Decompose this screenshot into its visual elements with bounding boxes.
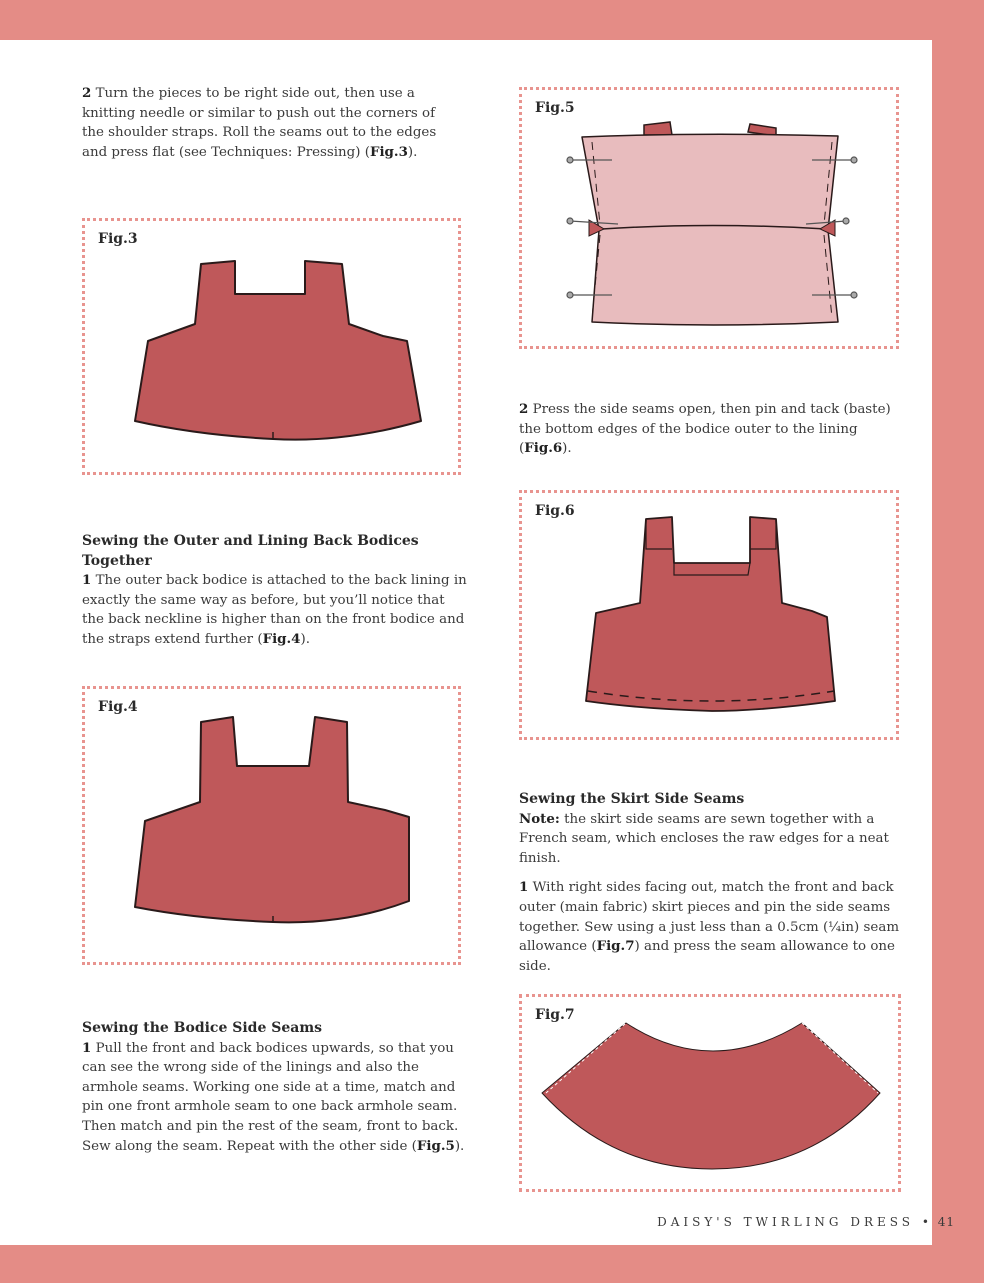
tacked-bodice-illustration	[522, 493, 902, 743]
figure-7	[519, 994, 901, 1192]
section-heading: Sewing the Skirt Side Seams	[519, 791, 745, 807]
figure-3	[82, 218, 461, 475]
pinned-bodices-illustration	[522, 90, 902, 352]
figure-3-label: Fig.3	[98, 231, 138, 247]
figure-6-label: Fig.6	[535, 503, 575, 519]
footer-title: DAISY'S TWIRLING DRESS	[657, 1215, 914, 1229]
figure-7-label: Fig.7	[535, 1007, 575, 1023]
figure-5-label: Fig.5	[535, 100, 575, 116]
step-2-text: 2 Turn the pieces to be right side out, then use a knitting needle or similar to push out the corners of the shoulder straps. Roll the seams out to the edges and press flat (see Techniques: Pressing) (Fig.3).	[82, 85, 437, 160]
bodice-side-seams-section: Sewing the Bodice Side Seams 1 Pull the front and back bodices upwards, so that you can see the wrong side of the linings and also the armhole seams. Working one side at a time, match and pin one front armhole seam to one back armhole seam. Then match and pin the rest of the seam, front to back. Sew along the seam. Repeat with the other side (Fig.5).	[82, 1019, 467, 1156]
page-footer	[657, 1215, 955, 1229]
figure-4	[82, 686, 461, 965]
front-bodice-illustration	[85, 221, 464, 478]
back-bodices-section: Sewing the Outer and Lining Back Bodices Together 1 The outer back bodice is attached to the back lining in exactly the same way as before, but you’ll notice that the back neckline is higher than on the front bodice and the straps extend further (Fig.4).	[82, 533, 467, 647]
page-number: 41	[937, 1215, 955, 1229]
skirt-side-seams-section: Sewing the Skirt Side Seams Note: the skirt side seams are sewn together with a French seam, which encloses the raw edges for a neat finish. 1 With right sides facing out, match the front and back outer (main fabric) skirt pieces and pin the side seams together. Sew using a just less than a 0.5cm (¼in) seam allowance (Fig.7) and press the seam allowance to one side.	[519, 790, 904, 976]
footer-bullet: •	[921, 1215, 930, 1229]
section-heading: Sewing the Bodice Side Seams	[82, 1020, 323, 1036]
step-2-press-text: 2 Press the side seams open, then pin and tack (baste) the bottom edges of the bodice outer to the lining (Fig.6).	[519, 401, 891, 457]
section-heading: Sewing the Outer and Lining Back Bodices Together	[82, 533, 419, 569]
skirt-illustration	[522, 997, 904, 1195]
figure-5	[519, 87, 899, 349]
back-bodice-illustration	[85, 689, 464, 968]
figure-6	[519, 490, 899, 740]
figure-4-label: Fig.4	[98, 699, 138, 715]
